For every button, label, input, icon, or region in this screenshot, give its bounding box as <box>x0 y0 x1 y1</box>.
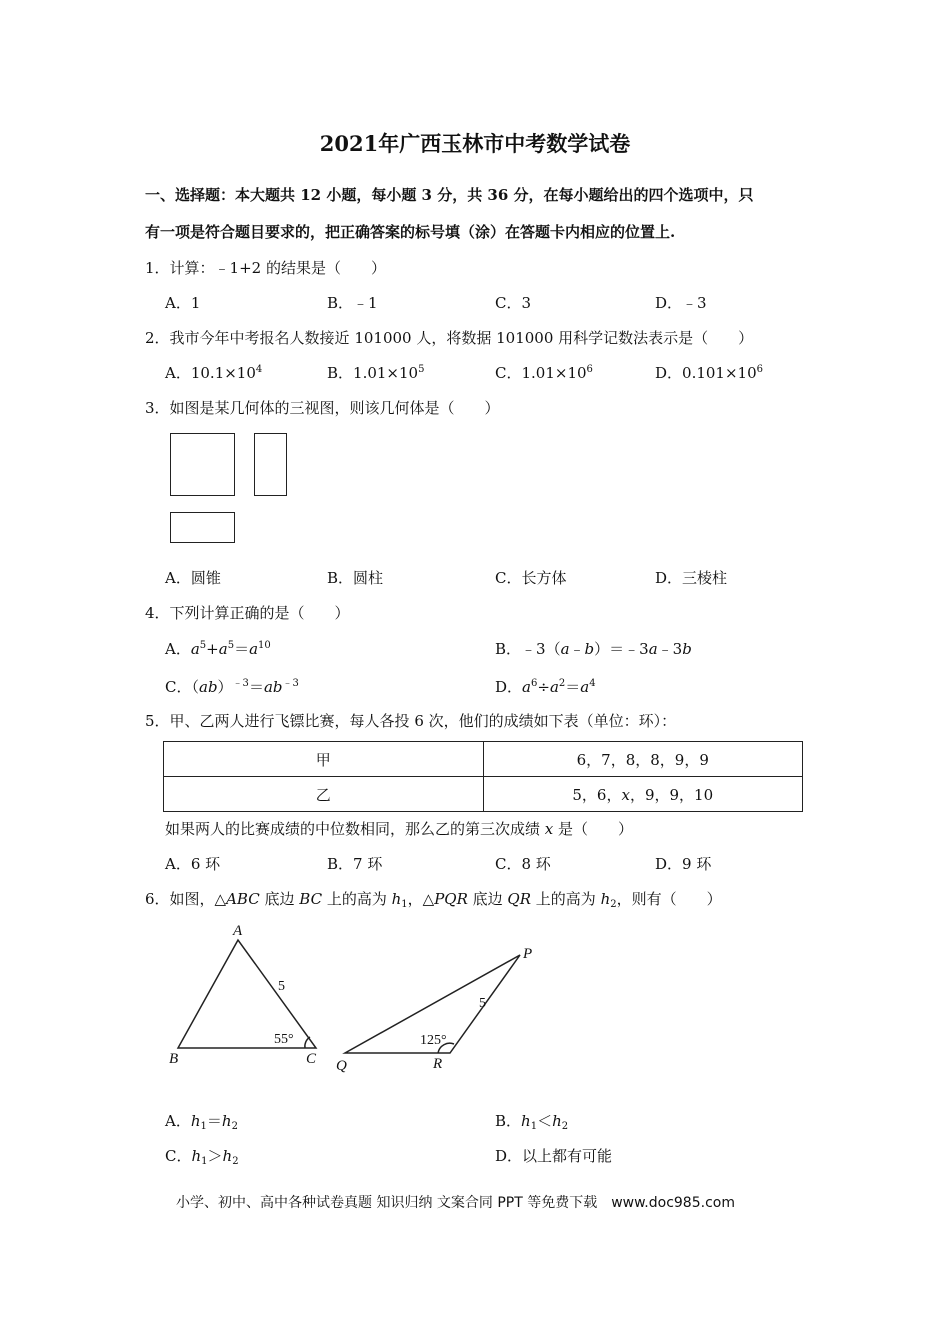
q5-option-c: C．8 环 <box>495 855 551 873</box>
q4-stem: 4．下列计算正确的是（ ） <box>145 604 350 622</box>
q2-option-c: C．$1.01\times 10^6$ <box>495 364 593 382</box>
q3-option-b: B．圆柱 <box>327 569 384 587</box>
triangle-abc <box>178 940 316 1048</box>
page-title: 2021年广西玉林市中考数学试卷 <box>319 131 631 156</box>
top-view-rectangle <box>170 512 235 543</box>
score-table <box>163 741 803 812</box>
table-cell-name: 甲 <box>164 742 484 777</box>
front-view-square <box>170 433 235 496</box>
q1-option-a: A．1 <box>165 294 201 312</box>
angle-c-label: 55° <box>274 1032 294 1047</box>
footer-ad: 小学、初中、高中各种试卷真题 知识归纳 文案合同 PPT 等免费下载 www.doc985.com <box>176 1195 735 1211</box>
table-cell-name: 乙 <box>164 777 484 812</box>
q5-option-d: D．9 环 <box>655 855 712 873</box>
q6-option-a: A．$h_1=h_2$ <box>165 1112 238 1132</box>
q3-option-d: D．三棱柱 <box>655 569 728 587</box>
vertex-r-label: R <box>433 1056 443 1072</box>
side-ac-length: 5 <box>278 979 285 994</box>
triangles-figure <box>160 920 560 1080</box>
q6-option-c: C．$h_1>h_2$ <box>165 1147 239 1167</box>
side-pr-length: 5 <box>479 996 486 1011</box>
q4-option-b: B．﹣3（a﹣b）＝﹣3a﹣3b <box>495 640 692 658</box>
q2-stem: 2．我市今年中考报名人数接近 101000 人，将数据 101000 用科学记数法表示是（ ） <box>145 329 754 347</box>
vertex-c-label: C <box>306 1051 317 1067</box>
q2-option-d: D．$0.101\times 10^6$ <box>655 364 764 382</box>
q1-option-c: C．3 <box>495 294 532 312</box>
q1-option-b: B．﹣1 <box>327 294 378 312</box>
table-row <box>164 742 803 777</box>
vertex-b-label: B <box>169 1051 179 1067</box>
section-heading-line1: 一、选择题：本大题共 12 小题，每小题 3 分，共 36 分，在每小题给出的四个选项中，只 <box>145 186 754 204</box>
q4-option-a: A．$a^5+a^5=a^{10}$ <box>165 640 271 658</box>
q3-stem: 3．如图是某几何体的三视图，则该几何体是（ ） <box>145 399 500 417</box>
table-row <box>164 777 803 812</box>
angle-r-label: 125° <box>420 1033 447 1048</box>
q6-stem: 6．如图，△ABC 底边 BC 上的高为 $h_1$，△PQR 底边 QR 上的高为 $h_2$，则有（ ） <box>145 890 722 910</box>
table-cell-scores: 5，6，x，9，9，10 <box>483 777 803 812</box>
q6-option-d: D．以上都有可能 <box>495 1147 613 1165</box>
q5-option-a: A．6 环 <box>165 855 221 873</box>
vertex-a-label: A <box>233 923 243 939</box>
q3-option-a: A．圆锥 <box>165 569 221 587</box>
q6-option-b: B．$h_1<h_2$ <box>495 1112 569 1132</box>
table-cell-scores: 6，7，8，8，9，9 <box>483 742 803 777</box>
q3-option-c: C．长方体 <box>495 569 567 587</box>
q5-followup: 如果两人的比赛成绩的中位数相同，那么乙的第三次成绩 x 是（ ） <box>165 820 634 838</box>
vertex-p-label: P <box>523 946 533 962</box>
q1-stem: 1．计算：﹣1+2 的结果是（ ） <box>145 259 386 277</box>
section-heading-line2: 有一项是符合题目要求的，把正确答案的标号填（涂）在答题卡内相应的位置上. <box>145 223 676 241</box>
q5-stem: 5．甲、乙两人进行飞镖比赛，每人各投 6 次，他们的成绩如下表（单位：环）： <box>145 712 677 730</box>
side-view-rectangle <box>254 433 287 496</box>
q2-option-b: B．$1.01\times 10^5$ <box>327 364 425 382</box>
q5-option-b: B．7 环 <box>327 855 383 873</box>
vertex-q-label: Q <box>336 1058 347 1074</box>
q4-option-c: C．$(ab)^{﹣3}=ab^{﹣3}$ <box>165 678 299 696</box>
q1-option-d: D．﹣3 <box>655 294 707 312</box>
q4-option-d: D．$a^6\div a^2=a^4$ <box>495 678 596 696</box>
q2-option-a: A．$10.1\times 10^4$ <box>165 364 263 382</box>
